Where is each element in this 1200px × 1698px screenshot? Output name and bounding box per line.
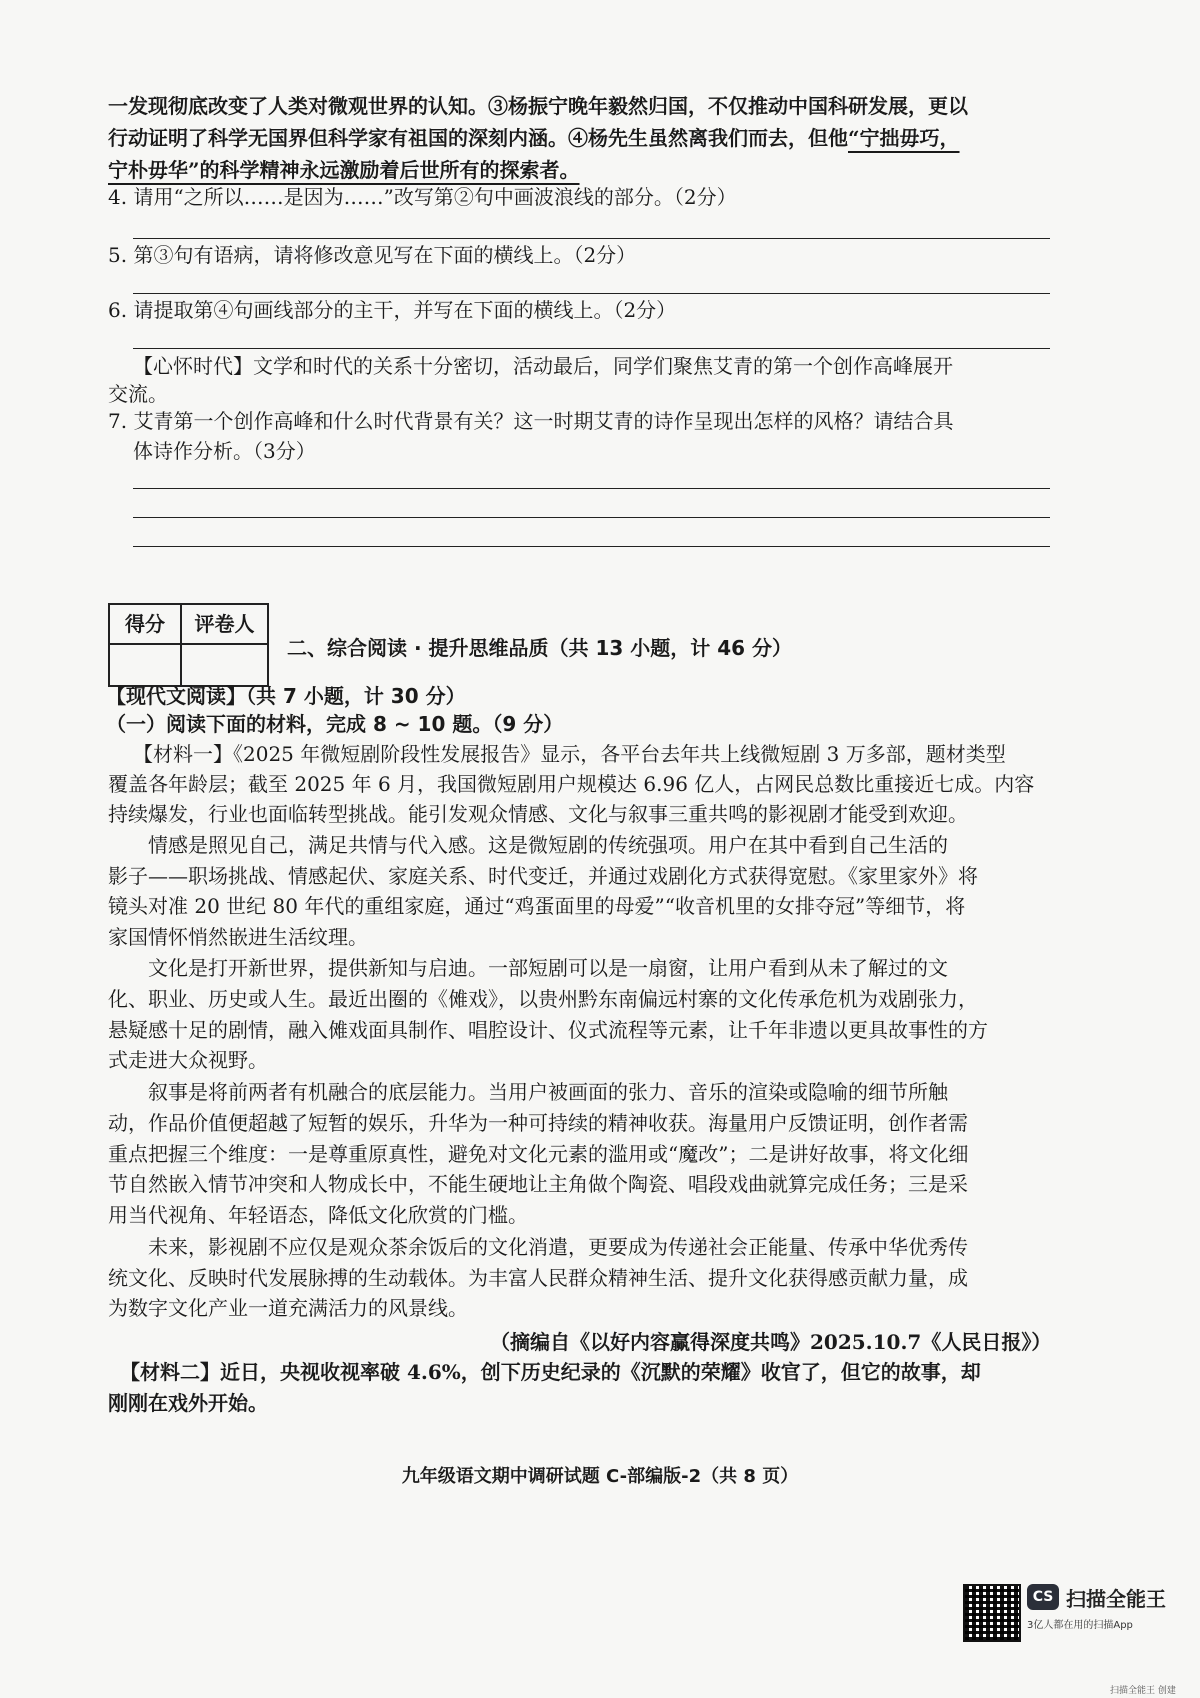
question-5: 5. 第③句有语病，请将修改意见写在下面的横线上。（2分） [108,243,637,267]
m1-p4-l3: 重点把握三个维度：一是尊重原真性，避免对文化元素的滥用或“魔改”；二是讲好故事，将文化细 [108,1142,969,1166]
question-6: 6. 请提取第④句画线部分的主干，并写在下面的横线上。（2分） [108,298,677,322]
score-table [108,603,269,687]
grader-cell[interactable] [182,645,267,685]
xinhuai-line-1: 【心怀时代】文学和时代的关系十分密切，活动最后，同学们聚焦艾青的第一个创作高峰展开 [133,354,953,378]
answer-line-q7-3[interactable] [133,546,1050,547]
page-footer: 九年级语文期中调研试题 C-部编版-2（共 8 页） [401,1466,799,1487]
m1-p5-l3: 为数字文化产业一道充满活力的风景线。 [108,1296,468,1320]
m1-p3-l1: 文化是打开新世界，提供新知与启迪。一部短剧可以是一扇窗，让用户看到从未了解过的文 [148,956,948,980]
m1-p1-l3: 持续爆发，行业也面临转型挑战。能引发观众情感、文化与叙事三重共鸣的影视剧才能受到欢迎。 [108,802,968,826]
m1-p2-l4: 家国情怀悄然嵌进生活纹理。 [108,925,368,949]
m2-l1: 【材料二】近日，央视收视率破 4.6%，创下历史纪录的《沉默的荣耀》收官了，但它的故事，却 [120,1360,981,1384]
m1-p2-l2: 影子——职场挑战、情感起伏、家庭关系、时代变迁，并通过戏剧化方式获得宽慰。《家里家外》将 [108,864,978,888]
m1-p3-l3: 悬疑感十足的剧情，融入傩戏面具制作、唱腔设计、仪式流程等元素，让千年非遗以更具故事性的方 [108,1018,988,1042]
m1-p2-l1: 情感是照见自己，满足共情与代入感。这是微短剧的传统强项。用户在其中看到自己生活的 [148,833,948,857]
m1-p4-l1: 叙事是将前两者有机融合的底层能力。当用户被画面的张力、音乐的渲染或隐喻的细节所触 [148,1080,948,1104]
answer-line-q4[interactable] [133,238,1050,239]
m1-p4-l5: 用当代视角、年轻语态，降低文化欣赏的门槛。 [108,1203,528,1227]
m2-l2: 刚刚在戏外开始。 [108,1391,268,1415]
score-cell[interactable] [110,645,182,685]
scanner-created-note: 扫描全能王 创建 [1110,1686,1176,1696]
scanner-brand-name: 扫描全能王 [1066,1587,1166,1611]
question-4: 4. 请用“之所以……是因为……”改写第②句中画波浪线的部分。（2分） [108,185,737,209]
answer-line-q6[interactable] [133,348,1050,349]
answer-line-q5[interactable] [133,293,1050,294]
underlined-phrase-end: 宁朴毋华”的科学精神永远激励着后世所有的探索者。 [108,158,580,182]
m1-p5-l2: 统文化、反映时代发展脉搏的生动载体。为丰富人民群众精神生活、提升文化获得感贡献力量，成 [108,1266,968,1290]
xinhuai-line-2: 交流。 [108,382,168,406]
m1-p1-l2: 覆盖各年龄层；截至 2025 年 6 月，我国微短剧用户规模达 6.96 亿人，占网民总数比重接近七成。内容 [108,772,1035,796]
material-1-source: （摘编自《以好内容赢得深度共鸣》2025.10.7《人民日报》） [490,1330,1052,1354]
score-header: 得分 [110,605,182,645]
passage-line-2 [108,124,960,152]
answer-line-q7-2[interactable] [133,517,1050,518]
question-7-line-1: 7. 艾青第一个创作高峰和什么时代背景有关？这一时期艾青的诗作呈现出怎样的风格？请结合具 [108,409,954,433]
m1-p4-l4: 节自然嵌入情节冲突和人物成长中，不能生硬地让主角做个陶瓷、唱段戏曲就算完成任务；三是采 [108,1172,968,1196]
modern-reading-heading: 【现代文阅读】（共 7 小题，计 30 分） [106,684,466,708]
section-2-title: 二、综合阅读 · 提升思维品质（共 13 小题，计 46 分） [287,636,793,660]
m1-p5-l1: 未来，影视剧不应仅是观众茶余饭后的文化消遣，更要成为传递社会正能量、传承中华优秀传 [148,1235,968,1259]
m1-p4-l2: 动，作品价值便超越了短暂的娱乐，升华为一种可持续的精神收获。海量用户反馈证明，创作者需 [108,1111,968,1135]
answer-line-q7-1[interactable] [133,488,1050,489]
grader-header: 评卷人 [182,605,267,645]
m1-p2-l3: 镜头对准 20 世纪 80 年代的重组家庭，通过“鸡蛋面里的母爱”“收音机里的女排夺冠”等细节，将 [108,894,966,918]
scanner-tagline: 3亿人都在用的扫描App [1027,1620,1133,1631]
qr-code-icon [963,1584,1021,1642]
passage-line-2-text: 行动证明了科学无国界但科学家有祖国的深刻内涵。④杨先生虽然离我们而去，但他 [108,126,848,150]
m1-p3-l4: 式走进大众视野。 [108,1048,268,1072]
part-1-heading: （一）阅读下面的材料，完成 8 ~ 10 题。（9 分） [106,712,564,736]
underlined-phrase-start: “宁拙毋巧， [848,126,960,150]
question-7-line-2: 体诗作分析。（3分） [133,439,316,463]
passage-line-1: 一发现彻底改变了人类对微观世界的认知。③杨振宁晚年毅然归国，不仅推动中国科研发展，更以 [108,94,968,118]
camscanner-logo-icon: CS [1027,1584,1059,1610]
m1-p3-l2: 化、职业、历史或人生。最近出圈的《傩戏》，以贵州黔东南偏远村寨的文化传承危机为戏剧张力， [108,987,978,1011]
m1-p1-l1: 【材料一】《2025 年微短剧阶段性发展报告》显示，各平台去年共上线微短剧 3 万多部，题材类型 [133,742,1006,766]
